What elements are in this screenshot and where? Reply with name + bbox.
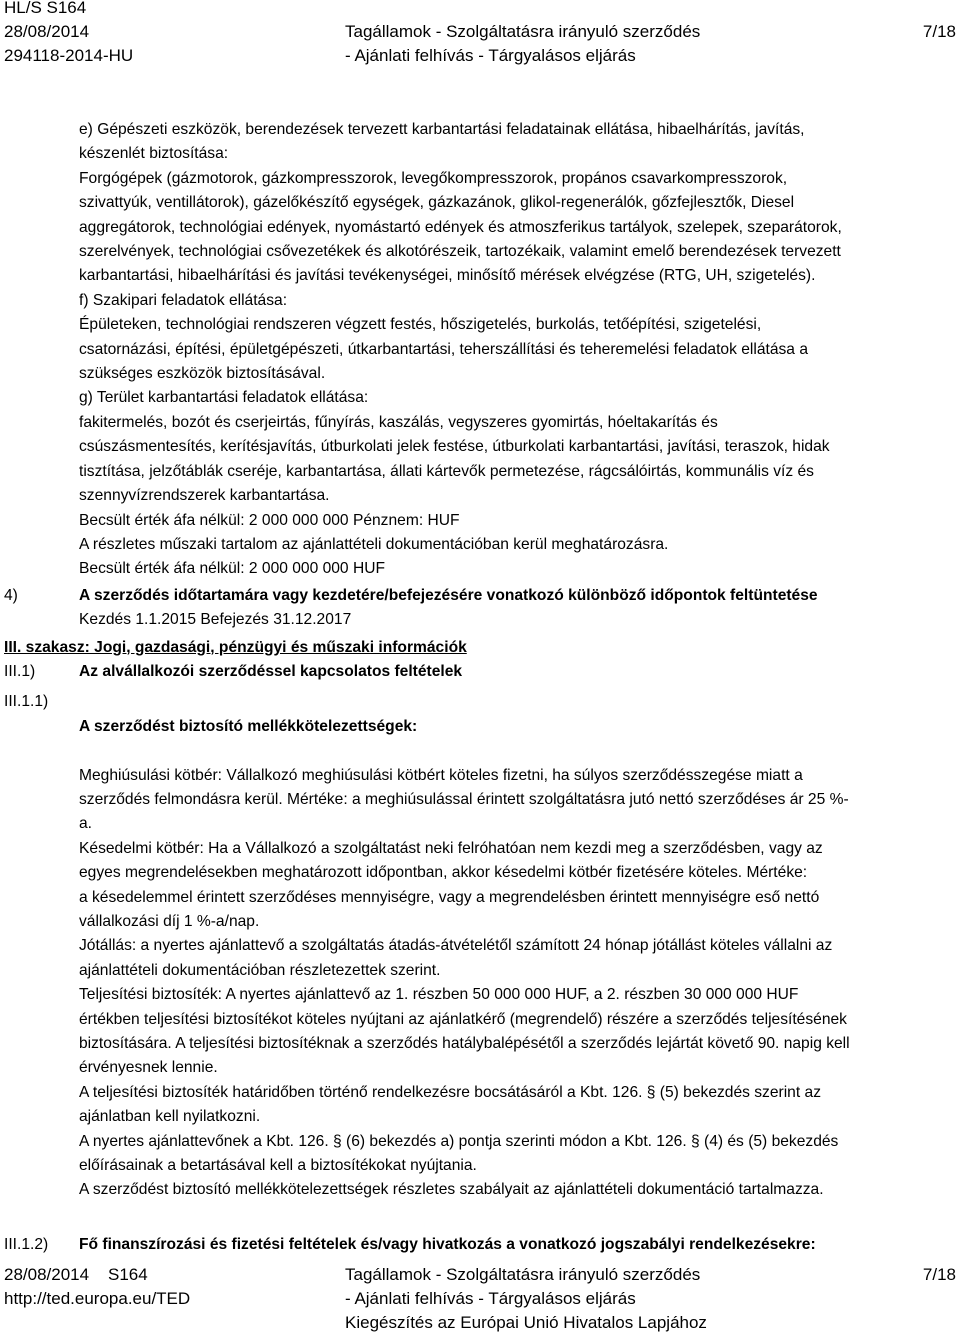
section-3-1-1-number: III.1.1) [4, 693, 49, 711]
part-3-heading: III. szakasz: Jogi, gazdasági, pénzügyi és műszaki információk [4, 638, 467, 656]
page-header-row-1 [0, 0, 960, 20]
header-page-number: 7/18 [922, 22, 956, 41]
section-3-1-1 [0, 690, 960, 1227]
footer-date: 28/08/2014 [4, 1265, 90, 1284]
notice-id: 294118-2014-HU [4, 46, 134, 65]
paragraph-e: e) Gépészeti eszközök, berendezések tervezett karbantartási feladatainak ellátása, hibaelhárítás, javítás, készenlét biztosítása: Forgógépek (gázmotorok, gázkompresszorok, levegőkompresszorok, propános csavarkompresszorok, szivattyúk, ventillátorok), gázelőkészítő egységek, gázkazánok, glikol-regenerálók, gőzfejlesztők, Diesel aggregátorok, technológiai edények, nyomástartó edények és atmoszferikus tartályok, szelepek, szeparátorok, szerelvények, technológiai csővezetékek és alkotórészeik, tartozékaik, valamint emelő berendezések tervezett karbantartási, hibaelhárítási és javítási tevékenységei, minősítő mérések elvégzése (RTG, UH, szigetelés). [79, 121, 842, 285]
section-3-1-number: III.1) [4, 662, 36, 680]
section-4 [0, 584, 960, 633]
page-footer-row-3 [0, 1311, 960, 1335]
page-header-row-3 [0, 44, 960, 68]
section-3-1-2-number: III.1.2) [4, 1236, 49, 1254]
footer-series: S164 [108, 1265, 148, 1284]
footer-page-number: 7/18 [922, 1265, 956, 1284]
section-3-1-2 [0, 1233, 960, 1257]
section-3-1-1-text: Meghiúsulási kötbér: Vállalkozó meghiúsulási kötbért köteles fizetni, ha súlyos szerződésszegése miatt a szerződés felmondásra kerül. Mértéke: a meghiúsulással érintett szolgáltatásra jutó nettó szerződéses ár 25 %- a. Késedelmi kötbér: Ha a Vállalkozó a szolgáltatást neki felróhatóan nem kezdi meg a szerződésben, vagy az egyes megrendelésekben meghatározott időpontban, akkor késedelmi kötbér fizetésére köteles. Mértéke: a késedelemmel érintett szerződéses mennyiségre, vagy a megrendelésben érintett mennyiségre eső nettó vállalkozási díj 1 %-a/nap. Jótállás: a nyertes ajánlattevő a szolgáltatás átadás-átvételétől számított 24 hónap jótállást köteles vállalni az ajánlattételi dokumentációban részletezettek szerint. Teljesítési biztosíték: A nyertes ajánlattevő az 1. részben 50 000 000 HUF, a 2. részben 30 000 000 HUF értékben teljesítési biztosítékot köteles nyújtani az ajánlatkérő (megrendelő) részére a szerződés teljesítésének biztosítására. A teljesítési biztosítéknak a szerződés hatálybalépésétől a szerződés lejártát követő 90. napig kell érvényesnek lennie. A teljesítési biztosíték határidőben történő rendelkezésre bocsátásáról a Kbt. 126. § (5) bekezdés szerint az ajánlatban kell nyilatkozni. A nyertes ajánlattevőnek a Kbt. 126. § (6) bekezdés a) pontja szerinti módon a Kbt. 126. § (4) és (5) bekezdés előírásainak a betartásával kell a biztosítékokat nyújtania. A szerződést biztosító mellékkötelezettségek részletes szabályait az ajánlattételi dokumentáció tartalmazza. [79, 766, 850, 1199]
paragraph-f: f) Szakipari feladatok ellátása: Épületeken, technológiai rendszeren végzett festés, hőszigetelés, burkolás, tetőépítési, szigetelési, csatornázási, építési, épületgépészeti, útkarbantartási, teherszállítási és teheremelési feladatok ellátása a szükséges eszközök biztosításával. [79, 291, 808, 383]
footer-title-line-1: Tagállamok - Szolgáltatásra irányuló szerződés [345, 1265, 701, 1284]
section-3-1-heading: Az alvállalkozói szerződéssel kapcsolatos feltételek [79, 662, 463, 680]
section-3-1-2-heading: Fő finanszírozási és fizetési feltételek és/vagy hivatkozás a vonatkozó jogszabályi rendelkezésekre: [79, 1236, 816, 1254]
section-3-1 [0, 660, 960, 684]
header-title-line-2: - Ajánlati felhívás - Tárgyalásos eljárás [345, 46, 636, 65]
page-footer-row-2 [0, 1287, 960, 1311]
document-body [0, 118, 960, 1258]
paragraph-g: g) Terület karbantartási feladatok ellátása: fakitermelés, bozót és cserjeirtás, fűnyírás, kaszálás, vegyszeres gyomirtás, hóeltakarítás és csúszásmentesítés, kerítésjavítás, útburkolati jelek festése, útburkolati karbantartási, javítási, teraszok, hidak tisztítása, jelzőtáblák cseréje, karbantartása, állati kártevők permetezése, rágcsálóirtás, kommunális víz és szennyvízrendszerek karbantartása. [79, 389, 830, 505]
page-footer-row-1 [0, 1263, 960, 1287]
header-title-line-1: Tagállamok - Szolgáltatásra irányuló szerződés [345, 22, 701, 41]
header-date: 28/08/2014 [4, 22, 90, 41]
footer-date-series [4, 1263, 148, 1287]
technical-detail-note: A részletes műszaki tartalom az ajánlattételi dokumentációban kerül meghatározásra. [79, 535, 669, 553]
section-4-heading: A szerződés időtartamára vagy kezdetére/befejezésére vonatkozó különböző időpontok feltüntetése [79, 586, 818, 604]
section-4-number: 4) [4, 586, 18, 604]
section-3-1-1-heading: A szerződést biztosító mellékkötelezettségek: [79, 717, 418, 735]
estimated-value-1: Becsült érték áfa nélkül: 2 000 000 000 Pénznem: HUF [79, 511, 460, 529]
section-4-dates: Kezdés 1.1.2015 Befejezés 31.12.2017 [79, 611, 352, 629]
doc-id: HL/S S164 [4, 0, 87, 17]
footer-supplement: Kiegészítés az Európai Unió Hivatalos Lapjához [345, 1313, 707, 1332]
page-header-row-2 [0, 20, 960, 44]
footer-title-line-2: - Ajánlati felhívás - Tárgyalásos eljárás [345, 1289, 636, 1308]
ted-link[interactable]: http://ted.europa.eu/TED [4, 1289, 191, 1308]
estimated-value-2: Becsült érték áfa nélkül: 2 000 000 000 HUF [79, 560, 385, 578]
